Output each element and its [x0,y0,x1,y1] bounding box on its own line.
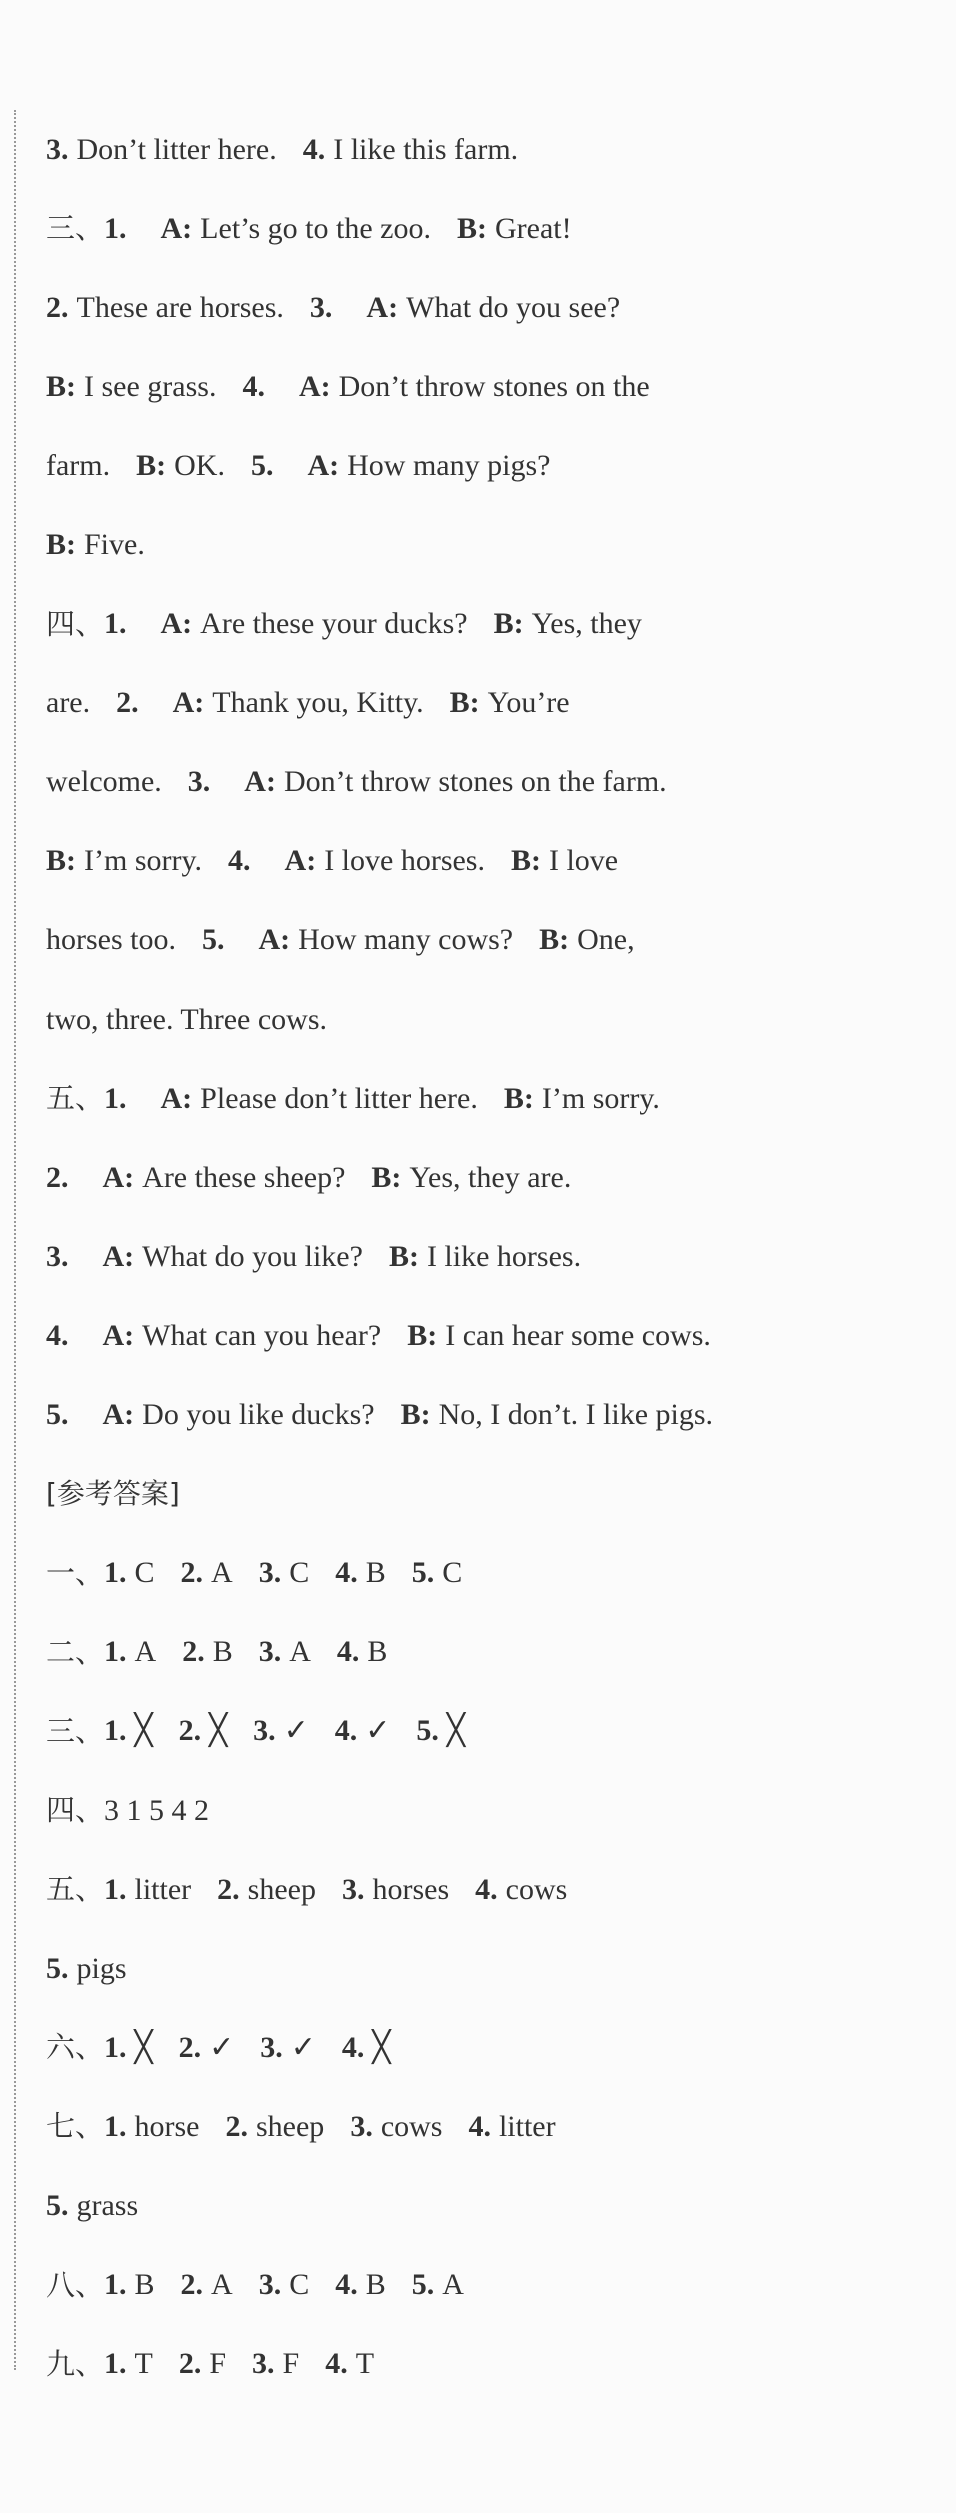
section-label: 三、 [46,1713,105,1748]
item-marker: B: [46,528,76,562]
line-text: Please don’t litter here. [200,1081,478,1115]
answer-item [259,2270,310,2300]
line-text: Don’t throw stones on the [338,369,650,403]
line-text: are. [46,686,91,720]
section-label: 九、 [46,2346,105,2381]
answer-mark: ✓ [290,2029,316,2065]
item-marker: A: [102,1398,135,1432]
answer-value: litter [134,1872,192,1906]
answer-item [104,1793,210,1827]
answer-item [104,2109,200,2143]
item-number: 1. [104,2268,127,2302]
answer-line [46,1613,926,1692]
line-text: One, [577,923,635,957]
answer-value: cows [380,2109,443,2143]
answer-value: sheep [247,1872,316,1906]
answer-item [412,2270,464,2300]
answers-header-line [46,1455,926,1534]
answer-item [252,2349,299,2379]
item-number: 1. [104,1556,127,1590]
answer-line [46,1850,926,1929]
item-marker: A: [258,923,291,957]
item-marker: A: [102,1160,135,1194]
answer-item [104,2349,153,2379]
item-marker: A: [366,290,399,324]
line-text: horses too. [46,923,176,957]
answer-mark: ✓ [365,1713,391,1749]
transcript-line [46,110,926,189]
item-number: 1. [104,1714,127,1748]
answer-item [104,2029,153,2065]
answer-item [253,1713,309,1749]
answer-line [46,1771,926,1850]
line-text: I can hear some cows. [445,1318,711,1352]
answer-item [412,1558,463,1588]
answer-item [181,1558,233,1588]
answer-item [46,1951,127,1985]
item-number: 4. [325,2347,348,2381]
item-marker: A: [284,844,317,878]
line-text: Do you like ducks? [142,1398,375,1432]
answer-value: B [134,2268,155,2302]
answer-item [178,1713,228,1749]
line-text: I love horses. [324,844,485,878]
line-text: No, I don’t. I like pigs. [438,1398,714,1432]
item-number: 3. [258,1635,282,1669]
answer-value: C [289,1556,310,1590]
item-number: 3. [341,1872,365,1906]
item-marker: B: [46,369,76,403]
item-number: 2. [225,2109,248,2143]
item-number: 4. [341,2030,365,2064]
item-marker: 3. [309,290,333,324]
answer-value: C [442,1556,463,1590]
line-text: I like horses. [426,1239,582,1273]
line-text: Don’t litter here. [76,132,277,166]
answer-item [104,1713,153,1749]
answer-mark: ╳ [372,2029,391,2065]
line-text: What do you see? [406,290,621,324]
section-label: 七、 [46,2109,105,2144]
answer-line [46,1929,926,2008]
line-text: farm. [46,448,111,482]
answer-item [350,2109,443,2143]
transcript-line [46,980,926,1059]
item-number: 3. [252,2347,275,2381]
answer-value: T [134,2347,153,2381]
answer-item [335,1558,386,1588]
item-marker: 2. [46,290,69,324]
answer-item [475,1872,568,1906]
section-label: 五、 [46,1081,105,1116]
answer-line [46,2166,926,2245]
line-text: I’m sorry. [541,1081,660,1115]
item-marker: B: [371,1160,402,1194]
answer-item [325,2349,374,2379]
item-number: 5. [411,1556,435,1590]
answer-item [104,2270,155,2300]
item-number: 1. [104,1872,127,1906]
item-marker: 3. [46,132,69,166]
item-number: 3. [258,1556,282,1590]
answer-value: horse [134,2109,200,2143]
item-number: 4. [336,1635,360,1669]
answer-item [341,1872,450,1906]
item-marker: A: [307,448,340,482]
answer-value: A [211,1556,233,1590]
answer-mark: ✓ [209,2029,235,2065]
item-marker: 1. [104,607,127,641]
transcript-line [46,1296,926,1375]
item-marker: 4. [46,1318,69,1352]
section-label: 三、 [46,211,105,246]
answer-value: A [289,1635,311,1669]
item-number: 4. [335,2268,358,2302]
transcript-line [46,268,926,347]
transcript-line [46,347,926,426]
line-text: Yes, they [531,607,642,641]
answer-value: cows [505,1872,568,1906]
section-label: 四、 [46,1793,105,1828]
answer-value: grass [76,2188,139,2222]
answer-value: sheep [256,2109,325,2143]
item-marker: B: [407,1318,438,1352]
answer-value: F [282,2347,300,2381]
answer-line [46,1534,926,1613]
section-label: 一、 [46,1555,105,1590]
item-marker: 3. [187,765,211,799]
item-number: 1. [104,2109,127,2143]
item-number: 2. [182,1635,205,1669]
line-text: Are these sheep? [142,1160,346,1194]
item-number: 5. [46,2188,69,2222]
item-number: 2. [217,1872,240,1906]
line-text: two, three. Three cows. [46,1002,328,1036]
transcript-line [46,743,926,822]
answer-item [259,1558,310,1588]
answer-item [104,1637,156,1667]
answer-mark: ✓ [283,1713,309,1749]
section-label: 六、 [46,2030,105,2065]
answer-mark: ╳ [134,1713,153,1749]
line-text: Five. [84,528,145,562]
answer-value: litter [498,2109,556,2143]
answer-value: A [442,2268,464,2302]
answer-line [46,2325,926,2404]
transcript-line [46,1217,926,1296]
answer-mark: ╳ [134,2029,153,2065]
line-text: What can you hear? [142,1318,382,1352]
line-text: Are these your ducks? [200,607,468,641]
item-marker: 1. [104,211,127,245]
listening-transcript [46,110,926,1455]
answer-value: horses [372,1872,450,1906]
item-marker: B: [46,844,76,878]
answer-value: B [365,2268,386,2302]
item-marker: A: [160,607,193,641]
item-number: 1. [104,1635,127,1669]
item-marker: B: [400,1398,431,1432]
answer-value: C [289,2268,310,2302]
item-marker: 2. [116,686,139,720]
item-number: 4. [475,1872,498,1906]
item-marker: B: [503,1081,534,1115]
answers-header: [参考答案] [46,1477,180,1511]
line-text: Let’s go to the zoo. [200,211,431,245]
answer-value: F [209,2347,227,2381]
item-number: 2. [180,2268,204,2302]
line-text: How many cows? [298,923,514,957]
item-marker: 5. [46,1398,69,1432]
answer-item [337,1637,388,1667]
answer-item [178,2029,235,2065]
answer-item [46,2188,139,2222]
item-number: 4. [468,2109,491,2143]
answer-value: C [134,1556,155,1590]
answer-mark: ╳ [446,1713,465,1749]
answer-item [416,1713,465,1749]
line-text: I see grass. [84,369,217,403]
answer-value: T [355,2347,375,2381]
answer-item [468,2109,556,2143]
item-number: 2. [178,2347,202,2381]
item-marker: 4. [242,369,265,403]
line-text: Yes, they are. [409,1160,572,1194]
item-marker: A: [102,1318,135,1352]
item-marker: B: [510,844,541,878]
item-marker: B: [388,1239,419,1273]
transcript-line [46,901,926,980]
item-marker: B: [539,923,570,957]
answer-item [341,2029,391,2065]
answer-value: B [365,1556,386,1590]
answer-item [259,1637,311,1667]
item-marker: A: [160,1081,193,1115]
item-marker: B: [493,607,524,641]
item-number: 3. [253,1714,276,1748]
section-label: 五、 [46,1872,105,1907]
transcript-line [46,1138,926,1217]
answer-item [217,1872,316,1906]
page-content [46,110,926,2404]
answer-value: A [211,2268,233,2302]
line-text: OK. [174,448,225,482]
item-marker: A: [102,1239,135,1273]
section-label: 八、 [46,2267,105,2302]
item-number: 5. [411,2268,435,2302]
item-marker: B: [136,448,167,482]
item-marker: A: [298,369,331,403]
transcript-line [46,1059,926,1138]
answer-item [179,2349,226,2379]
item-marker: A: [244,765,276,799]
answer-value: B [212,1635,233,1669]
answer-item [104,1872,192,1906]
line-text: These are horses. [76,290,284,324]
answer-value: A [134,1635,157,1669]
answer-line [46,1692,926,1771]
item-number: 3. [258,2268,282,2302]
answer-item [182,1637,233,1667]
item-marker: 1. [104,1081,127,1115]
item-marker: 5. [202,923,225,957]
answer-line [46,2246,926,2325]
section-label: 二、 [46,1634,105,1669]
line-text: welcome. [46,765,162,799]
item-number: 4. [335,1556,358,1590]
answer-line [46,2087,926,2166]
answer-key [46,1534,926,2404]
transcript-line [46,664,926,743]
answer-item [334,1713,391,1749]
item-number: 2. [178,2030,202,2064]
item-number: 2. [178,1714,202,1748]
line-text: I’m sorry. [84,844,203,878]
line-text: What do you like? [142,1239,363,1273]
item-marker: 2. [46,1160,69,1194]
item-marker: A: [172,686,205,720]
line-text: I like this farm. [333,132,519,166]
item-number: 3. [260,2030,283,2064]
answer-value: pigs [76,1951,127,1985]
transcript-line [46,585,926,664]
answer-item [181,2270,233,2300]
item-marker: 4. [228,844,251,878]
item-number: 5. [416,1714,439,1748]
answer-item [104,1558,155,1588]
transcript-line [46,1376,926,1455]
answer-item [260,2029,316,2065]
item-number: 5. [46,1951,69,1985]
answer-item [225,2109,325,2143]
answer-value: 3 1 5 4 2 [104,1793,210,1827]
item-number: 1. [104,2030,127,2064]
item-marker: 5. [250,448,274,482]
transcript-line [46,822,926,901]
line-text: You’re [487,686,570,720]
line-text: How many pigs? [347,448,551,482]
answer-item [335,2270,386,2300]
item-number: 2. [180,1556,204,1590]
line-text: I love [548,844,619,878]
line-text: Great! [494,211,572,245]
line-text: Don’t throw stones on the farm. [283,765,667,799]
section-label: 四、 [46,606,105,641]
transcript-line [46,505,926,584]
transcript-line [46,426,926,505]
item-number: 4. [334,1714,358,1748]
item-marker: A: [160,211,193,245]
item-number: 3. [350,2109,373,2143]
item-marker: B: [456,211,487,245]
item-number: 1. [104,2347,127,2381]
item-marker: 3. [46,1239,69,1273]
binding-margin-line [14,110,16,2370]
transcript-line [46,189,926,268]
item-marker: 4. [302,132,326,166]
answer-line [46,2008,926,2087]
answer-value: B [367,1635,388,1669]
answer-mark: ╳ [209,1713,228,1749]
item-marker: B: [449,686,480,720]
line-text: Thank you, Kitty. [212,686,424,720]
